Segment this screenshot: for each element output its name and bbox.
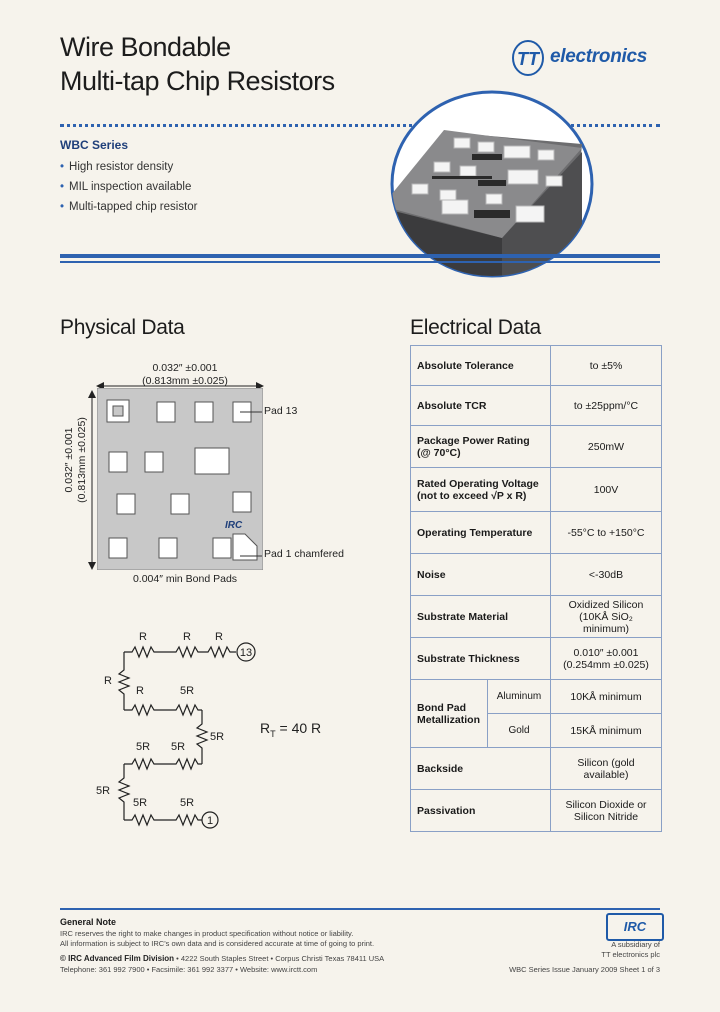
row-value: to ±5% xyxy=(551,346,662,386)
title-line-1: Wire Bondable xyxy=(60,32,231,62)
resistor-label: R xyxy=(215,631,223,643)
sub-row-label: Aluminum xyxy=(488,680,551,714)
pad-leader-lines xyxy=(240,404,264,564)
row-label: Noise xyxy=(411,554,551,596)
row-value: <-30dB xyxy=(551,554,662,596)
row-value: 100V xyxy=(551,468,662,512)
resistor-label: R xyxy=(183,631,191,643)
table-row xyxy=(411,468,662,512)
title-line-2: Multi-tap Chip Resistors xyxy=(60,66,335,96)
table-row xyxy=(411,596,662,638)
row-value: Oxidized Silicon (10KÅ SiO₂ minimum) xyxy=(551,596,662,638)
irc-logo: IRC xyxy=(606,913,664,941)
resistor-label: 5R xyxy=(132,797,148,809)
page-title xyxy=(60,30,335,98)
row-label: Operating Temperature xyxy=(411,512,551,554)
table-row xyxy=(411,346,662,386)
resistor-label: R xyxy=(136,685,144,697)
resistor-schematic xyxy=(96,624,266,836)
table-row xyxy=(411,386,662,426)
bond-pads-label: 0.004″ min Bond Pads xyxy=(132,573,238,585)
general-note-line: All information is subject to IRC's own data and is considered accurate at time of going to print. xyxy=(60,939,375,948)
general-note-line: IRC reserves the right to make changes in product specification without notice or liability. xyxy=(60,929,354,938)
row-value: 10KÅ minimum xyxy=(551,680,662,714)
row-label: Absolute Tolerance xyxy=(411,346,551,386)
row-value: Silicon Dioxide or Silicon Nitride xyxy=(551,790,662,832)
row-label: Substrate Material xyxy=(411,596,551,638)
feature-item: • High resistor density xyxy=(60,161,174,173)
row-value: -55°C to +150°C xyxy=(551,512,662,554)
resistor-label: 5R xyxy=(170,741,186,753)
row-label: Passivation xyxy=(411,790,551,832)
table-row xyxy=(411,638,662,680)
row-value: 0.010″ ±0.001 (0.254mm ±0.025) xyxy=(551,638,662,680)
division-address: © IRC Advanced Film Division • 4222 South Staples Street • Corpus Christi Texas 78411 USA xyxy=(60,954,385,963)
row-label: Backside xyxy=(411,748,551,790)
resistor-label: R xyxy=(104,675,112,687)
table-row xyxy=(411,554,662,596)
subsidiary-line: A subsidiary of xyxy=(611,940,660,949)
row-label: Rated Operating Voltage (not to exceed √P x R) xyxy=(411,468,551,512)
resistor-label: 5R xyxy=(210,731,225,743)
width-dimension-mm: (0.813mm ±0.025) xyxy=(142,375,228,387)
row-value: 15KÅ minimum xyxy=(551,714,662,748)
node-1-label: 1 xyxy=(206,815,214,827)
width-dimension-in: 0.032″ ±0.001 xyxy=(152,362,218,374)
resistor-label: 5R xyxy=(135,741,151,753)
total-resistance: $R_T = 40$ R xyxy=(260,720,322,739)
physical-data-title: Physical Data xyxy=(60,316,185,339)
header-rule xyxy=(60,254,660,258)
tt-logo-icon xyxy=(508,38,548,78)
row-label: Substrate Thickness xyxy=(411,638,551,680)
svg-text:TT: TT xyxy=(517,49,539,69)
table-row xyxy=(411,680,662,714)
brand-text: electronics xyxy=(550,46,648,67)
sub-row-label: Gold xyxy=(488,714,551,748)
table-row xyxy=(411,426,662,468)
electrical-data-title: Electrical Data xyxy=(410,316,541,339)
height-dimension-in: 0.032″ ±0.001 xyxy=(63,427,75,493)
resistor-label: 5R xyxy=(179,685,195,697)
resistor-label: R xyxy=(139,631,147,643)
series-name: WBC Series xyxy=(60,138,129,152)
resistor-label: 5R xyxy=(179,797,195,809)
chip-irc-mark: IRC xyxy=(225,520,243,531)
pad-1-label: Pad 1 chamfered xyxy=(264,548,344,560)
row-label: Absolute TCR xyxy=(411,386,551,426)
height-dimension-mm: (0.813mm ±0.025) xyxy=(76,417,88,503)
electrical-data-table xyxy=(410,345,662,832)
chip-photo xyxy=(382,88,594,288)
subsidiary-line: TT electronics plc xyxy=(601,950,660,959)
tt-electronics-logo xyxy=(508,38,668,78)
row-label: Bond Pad Metallization xyxy=(411,680,488,748)
row-label: Package Power Rating (@ 70°C) xyxy=(411,426,551,468)
node-13-label: 13 xyxy=(239,647,253,659)
row-value: Silicon (gold available) xyxy=(551,748,662,790)
contact-line: Telephone: 361 992 7900 • Facsimile: 361 992 3377 • Website: www.irctt.com xyxy=(60,965,318,974)
pad-13-label: Pad 13 xyxy=(264,405,298,417)
resistor-label: 5R xyxy=(96,785,111,797)
table-row xyxy=(411,748,662,790)
table-row xyxy=(411,790,662,832)
footer-rule xyxy=(60,908,660,910)
feature-item: • MIL inspection available xyxy=(60,181,192,193)
chip-pad-diagram xyxy=(97,388,263,570)
row-value: 250mW xyxy=(551,426,662,468)
row-value: to ±25ppm/°C xyxy=(551,386,662,426)
feature-item: • Multi-tapped chip resistor xyxy=(60,201,198,213)
sheet-info: WBC Series Issue January 2009 Sheet 1 of 3 xyxy=(509,965,660,974)
header-rule-thin xyxy=(60,261,660,263)
general-note-title: General Note xyxy=(60,917,117,927)
table-row xyxy=(411,512,662,554)
